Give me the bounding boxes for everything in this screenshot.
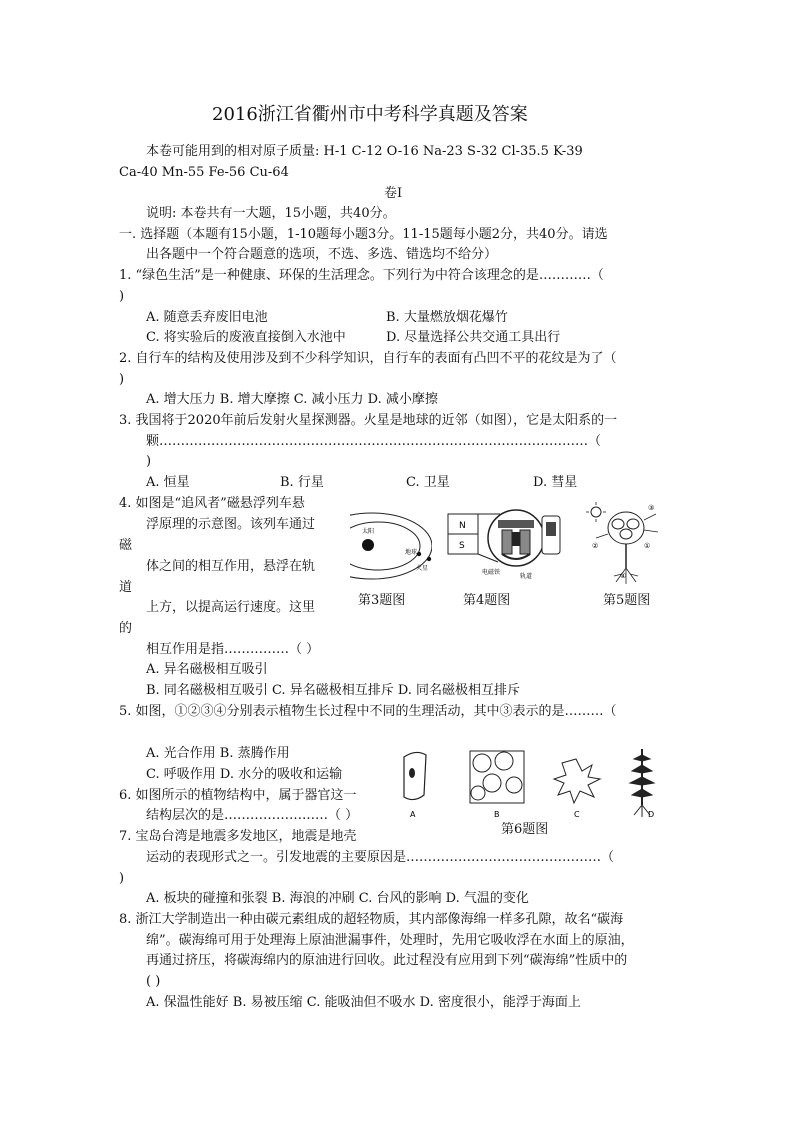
q3-paren: ) xyxy=(146,454,152,469)
q4-frag2: 道 xyxy=(119,580,133,595)
mars-icon xyxy=(427,557,431,561)
fig3-sun-label: 太阳 xyxy=(362,528,375,535)
fig4-caption: 第4题图 xyxy=(463,593,511,608)
q6-line2: 结构层次的是……………………（ ） xyxy=(146,808,359,823)
q6-line1: 6. 如图所示的植物结构中，属于器官这一 xyxy=(119,788,357,803)
q4-line3: 体之间的相互作用，悬浮在轨 xyxy=(146,559,316,574)
volume-heading: 卷Ⅰ xyxy=(384,186,403,201)
fig3-earth-label: 地球 xyxy=(405,549,418,556)
fig4-maglev-diagram xyxy=(438,504,566,586)
page-title: 2016浙江省衢州市中考科学真题及答案 xyxy=(212,104,528,125)
fig6-label-a: A xyxy=(410,810,416,819)
q4-line4: 上方，以提高运行速度。这里 xyxy=(146,600,316,615)
fig5-caption: 第5题图 xyxy=(603,593,651,608)
fig6-plant-structures xyxy=(396,745,686,821)
q2-options: A. 增大压力 B. 增大摩擦 C. 减小压力 D. 减小摩擦 xyxy=(146,392,438,407)
fig5-label-4: ④ xyxy=(620,572,627,580)
q4-line2: 浮原理的示意图。该列车通过 xyxy=(146,517,316,532)
q1-option-a: A. 随意丢弃废旧电池 xyxy=(146,310,268,325)
fig5-label-2: ② xyxy=(592,542,599,550)
fig4-n-label: N xyxy=(459,521,466,531)
fig4-track-label: 轨道 xyxy=(520,573,533,580)
q3-option-b: B. 行星 xyxy=(280,475,324,490)
q8-line2: 绵”。碳海绵可用于处理海上原油泄漏事件，处理时，先用它吸收浮在水面上的原油， xyxy=(146,933,634,948)
fig6-tissue xyxy=(470,751,524,803)
exam-note: 说明: 本卷共有一大题，15小题，共40分。 xyxy=(146,206,396,221)
q7-line2: 运动的表现形式之一。引发地震的主要原因是………………………………………（ xyxy=(146,850,615,865)
sun-icon xyxy=(362,539,374,551)
q3-option-c: C. 卫星 xyxy=(406,475,450,490)
fig6-caption: 第6题图 xyxy=(501,822,549,837)
fig6-whole-plant xyxy=(630,749,654,817)
fig5-plant-diagram xyxy=(586,498,666,586)
q5-stem: 5. 如图，①②③④分别表示植物生长过程中不同的生理活动，其中③表示的是………（ xyxy=(119,704,617,719)
q1-option-d: D. 尽量选择公共交通工具出行 xyxy=(386,330,561,345)
q7-options: A. 板块的碰撞和张裂 B. 海浪的冲刷 C. 台风的影响 D. 气温的变化 xyxy=(146,891,529,906)
q5-options-ab: A. 光合作用 B. 蒸腾作用 xyxy=(146,746,290,761)
section-heading-line2: 出各题中一个符合题意的选项，不选、多选、错选均不给分） xyxy=(146,247,498,262)
q8-line3: 再通过挤压，将碳海绵内的原油进行回收。此过程没有应用到下列“碳海绵”性质中的 xyxy=(146,953,628,968)
q4-frag3: 的 xyxy=(119,621,133,636)
q4-line1: 4. 如图是“追风者”磁悬浮列车悬 xyxy=(119,496,305,511)
section-heading-line1: 一. 选择题（本题有15小题，1-10题每小题3分。11-15题每小题2分，共40分。请选 xyxy=(119,227,608,242)
fig3-orbit-diagram xyxy=(350,508,432,582)
fig5-label-1: ① xyxy=(644,542,651,550)
q8-line1: 8. 浙江大学制造出一种由碳元素组成的超轻物质，其内部像海绵一样多孔隙，故名“碳海 xyxy=(119,912,624,927)
q2-stem: 2. 自行车的结构及使用涉及到不少科学知识，自行车的表面有凸凹不平的花纹是为了（ xyxy=(119,351,617,366)
q4-line5: 相互作用是指……………（ ） xyxy=(146,642,320,657)
fig4-magnet-label: 电磁铁 xyxy=(482,569,501,576)
q3-option-d: D. 彗星 xyxy=(533,475,578,490)
q8-paren: ( ) xyxy=(146,974,161,989)
q8-options: A. 保温性能好 B. 易被压缩 C. 能吸油但不吸水 D. 密度很小，能浮于海面上 xyxy=(146,995,581,1010)
q2-paren: ) xyxy=(119,372,125,387)
fig5-label-3: ③ xyxy=(648,504,655,512)
atomic-masses-line1: 本卷可能用到的相对原子质量: H-1 C-12 O-16 Na-23 S-32 Cl-35.5 K-39 xyxy=(146,144,583,159)
fig6-label-d: D xyxy=(648,810,655,819)
q1-stem: 1. “绿色生活”是一种健康、环保的生活理念。下列行为中符合该理念的是…………（ xyxy=(119,268,604,283)
atomic-masses-line2: Ca-40 Mn-55 Fe-56 Cu-64 xyxy=(119,165,289,180)
q3-option-a: A. 恒星 xyxy=(146,475,190,490)
fig6-label-b: B xyxy=(494,810,500,819)
fig6-leaf xyxy=(554,759,600,803)
q4-options-bcd: B. 同名磁极相互吸引 C. 异名磁极相互排斥 D. 同名磁极相互排斥 xyxy=(146,683,521,698)
q1-option-c: C. 将实验后的废液直接倒入水池中 xyxy=(146,330,346,345)
earth-icon xyxy=(417,552,421,556)
q4-frag1: 磁 xyxy=(119,538,133,553)
q1-option-b: B. 大量燃放烟花爆竹 xyxy=(386,310,508,325)
q7-line1: 7. 宝岛台湾是地震多发地区，地震是地壳 xyxy=(119,829,357,844)
q4-option-a: A. 异名磁极相互吸引 xyxy=(146,662,268,677)
fig4-s-label: S xyxy=(459,541,465,551)
q1-paren: ) xyxy=(119,289,125,304)
q3-stem-line2: 颗………………………………………………………………………………………（ xyxy=(146,434,601,449)
fig3-caption: 第3题图 xyxy=(358,593,406,608)
fig6-label-c: C xyxy=(574,810,580,819)
q5-options-cd: C. 呼吸作用 D. 水分的吸收和运输 xyxy=(146,767,343,782)
fig3-mars-label: 火星 xyxy=(416,565,429,572)
q3-stem-line1: 3. 我国将于2020年前后发射火星探测器。火星是地球的近邻（如图），它是太阳系的一 xyxy=(119,413,618,428)
q7-paren: ) xyxy=(119,871,125,886)
